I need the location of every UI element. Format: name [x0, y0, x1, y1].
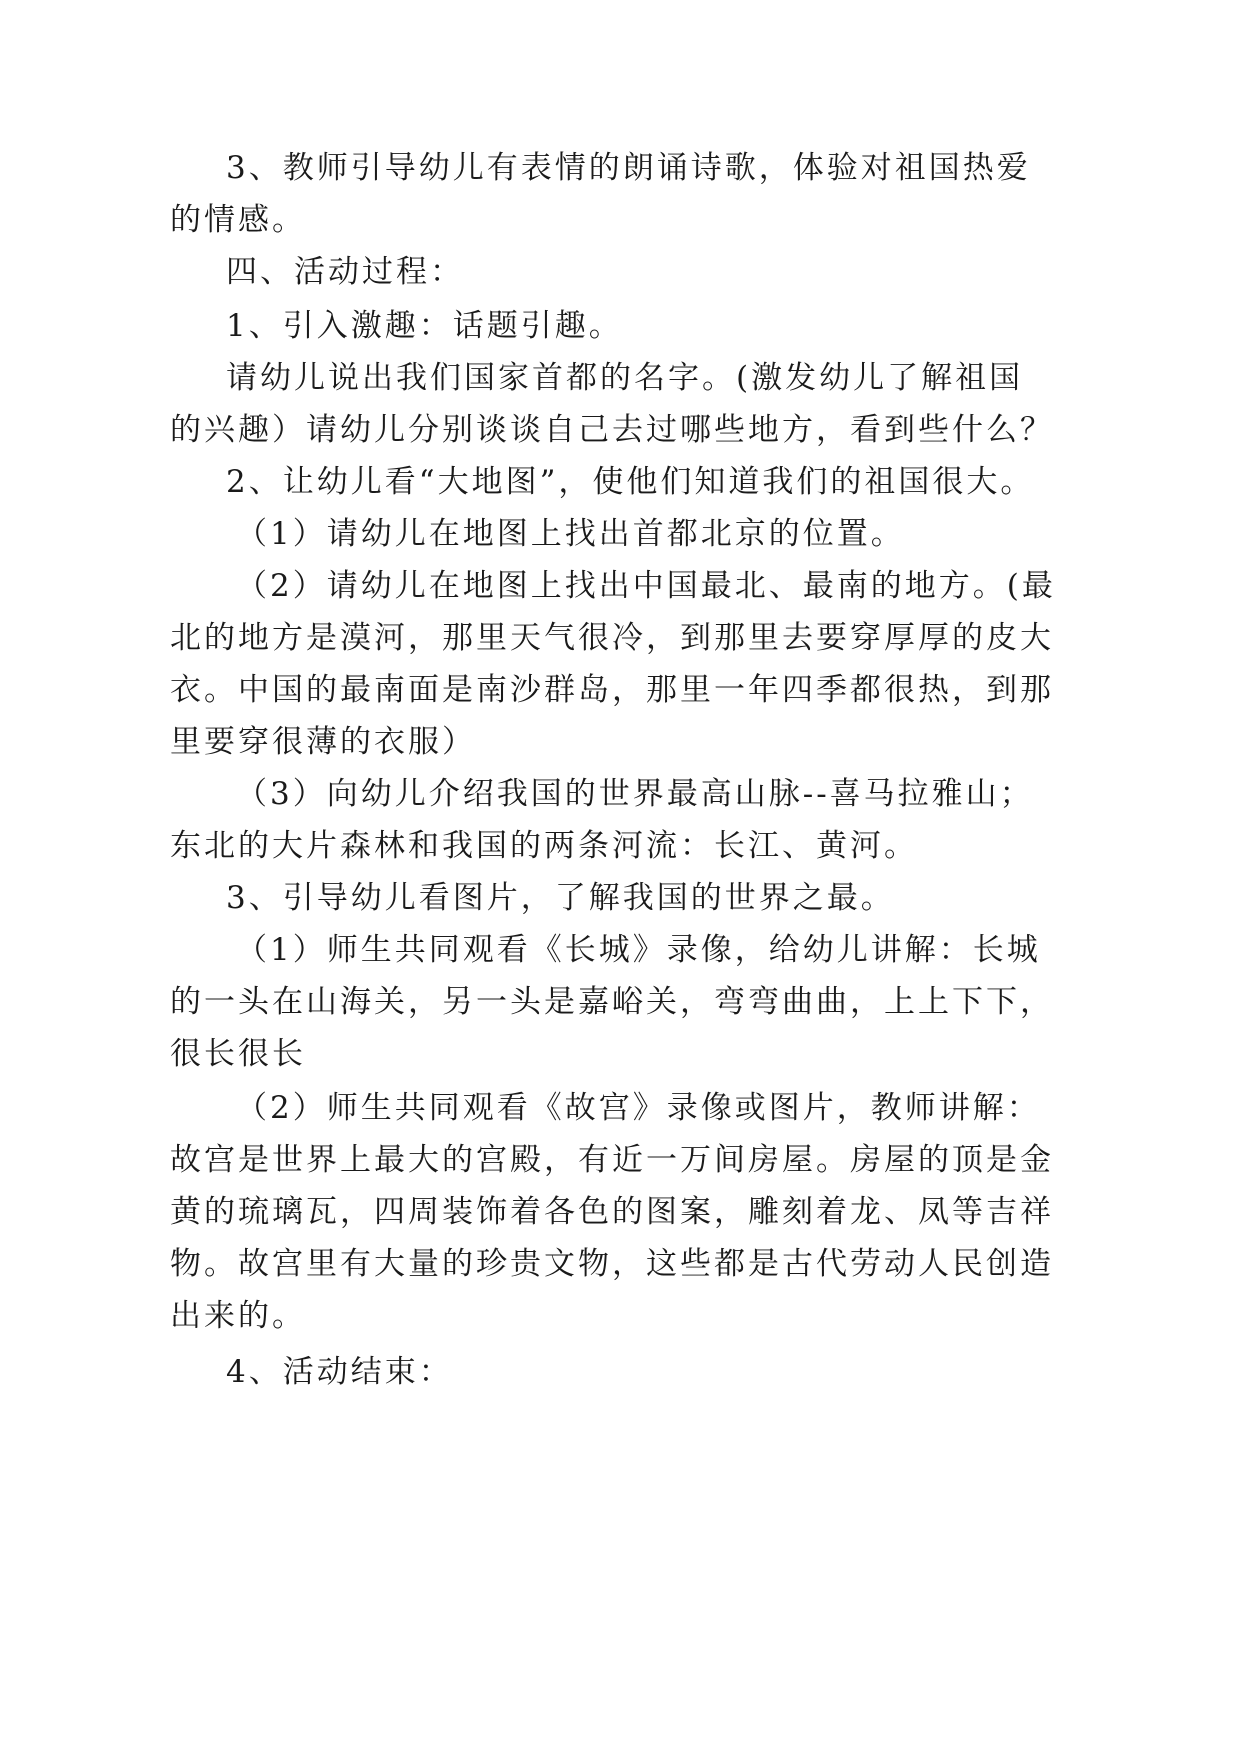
text-line: 出来的。 [170, 1298, 306, 1334]
step-heading: 3、引导幼儿看图片，了解我国的世界之最。 [226, 880, 895, 916]
text-line: 请幼儿说出我们国家首都的名字。(激发幼儿了解祖国 [226, 360, 1024, 396]
text-line: 北的地方是漠河，那里天气很冷，到那里去要穿厚厚的皮大 [170, 620, 1054, 656]
step-heading: 4、活动结束： [226, 1354, 453, 1390]
text-line: 里要穿很薄的衣服） [170, 724, 476, 760]
text-line: 的情感。 [170, 202, 306, 238]
text-line: 的一头在山海关，另一头是嘉峪关，弯弯曲曲，上上下下， [170, 984, 1054, 1020]
text-line: 东北的大片森林和我国的两条河流：长江、黄河。 [170, 828, 918, 864]
text-line: 黄的琉璃瓦，四周装饰着各色的图案，雕刻着龙、凤等吉祥 [170, 1194, 1054, 1230]
text-line: 衣。中国的最南面是南沙群岛，那里一年四季都很热，到那 [170, 672, 1054, 708]
text-line: 物。故宫里有大量的珍贵文物，这些都是古代劳动人民创造 [170, 1246, 1054, 1282]
text-line: （3）向幼儿介绍我国的世界最高山脉--喜马拉雅山； [236, 776, 1034, 812]
text-line: （1）请幼儿在地图上找出首都北京的位置。 [236, 516, 905, 552]
text-line: 的兴趣）请幼儿分别谈谈自己去过哪些地方，看到些什么？ [170, 412, 1054, 448]
step-heading: 1、引入激趣：话题引趣。 [226, 308, 623, 344]
text-line: （2）师生共同观看《故宫》录像或图片，教师讲解： [236, 1090, 1041, 1126]
text-line: （2）请幼儿在地图上找出中国最北、最南的地方。(最 [236, 568, 1056, 604]
text-line: （1）师生共同观看《长城》录像，给幼儿讲解：长城 [236, 932, 1041, 968]
section-heading: 四、活动过程： [226, 254, 464, 290]
text-line: 故宫是世界上最大的宫殿，有近一万间房屋。房屋的顶是金 [170, 1142, 1054, 1178]
text-line: 3、教师引导幼儿有表情的朗诵诗歌，体验对祖国热爱 [226, 150, 1031, 186]
step-heading: 2、让幼儿看“大地图”，使他们知道我们的祖国很大。 [226, 464, 1035, 500]
text-line: 很长很长 [170, 1036, 306, 1072]
